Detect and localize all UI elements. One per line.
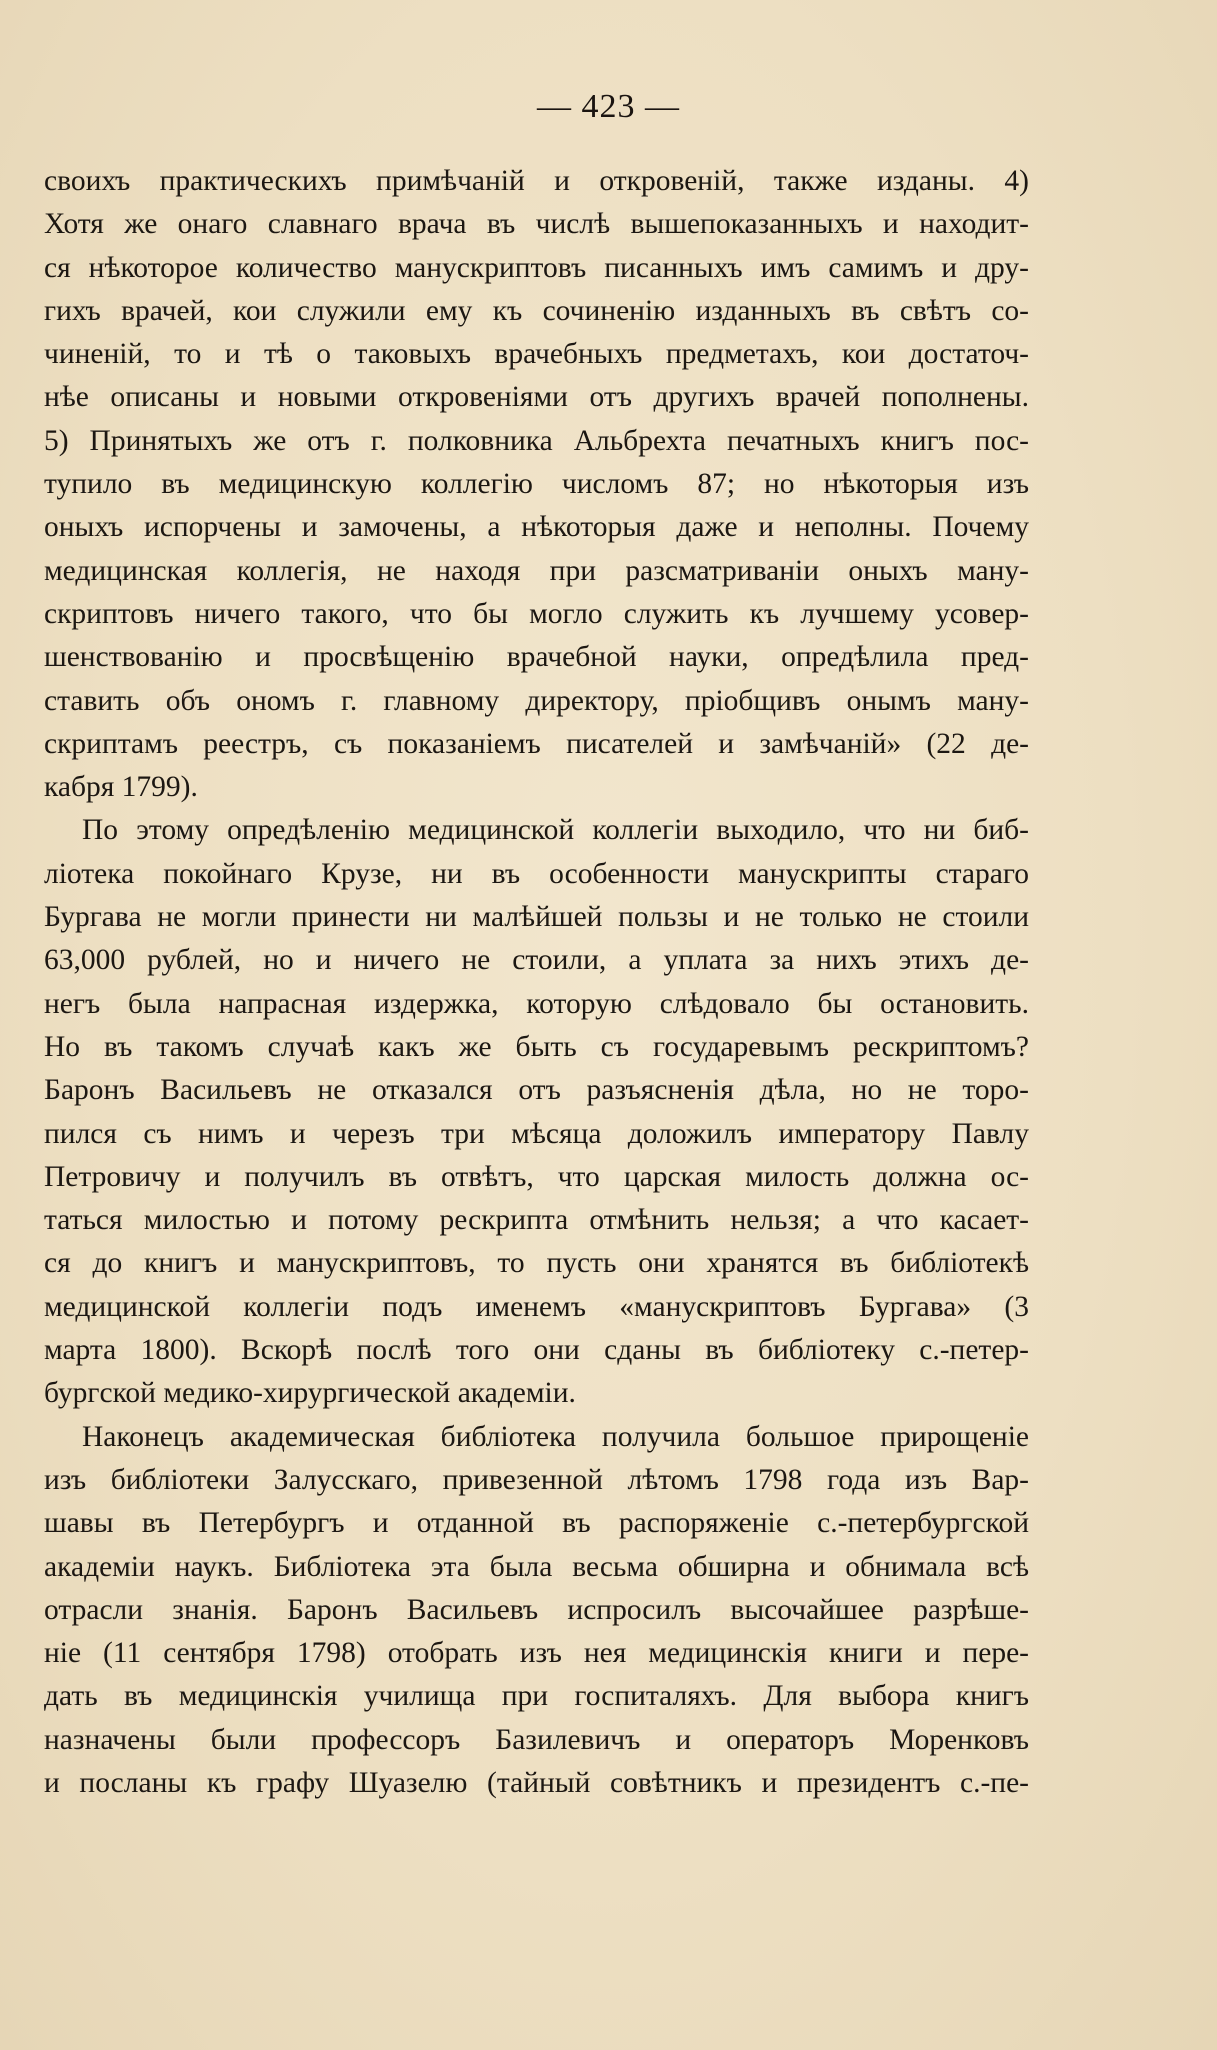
text-line: 5) Принятыхъ же отъ г. полковника Альбрехта печатныхъ книгъ пос- <box>44 424 1029 457</box>
body-text <box>44 160 1029 1805</box>
text-line: оныхъ испорчены и замочены, а нѣкоторыя даже и неполны. Почему <box>44 511 1029 544</box>
text-line: 63,000 рублей, но и ничего не стоили, а уплата за нихъ этихъ де- <box>44 944 1029 977</box>
text-line: медицинская коллегія, не находя при разсматриваніи оныхъ ману- <box>44 554 1029 587</box>
text-line: нѣе описаны и новыми откровеніями отъ другихъ врачей пополнены. <box>44 381 1029 414</box>
text-line: бургской медико-хирургической академіи. <box>44 1377 576 1410</box>
text-line: негъ была напрасная издержка, которую слѣдовало бы остановить. <box>44 987 1029 1020</box>
text-line: шенствованію и просвѣщенію врачебной науки, опредѣлила пред- <box>44 641 1029 674</box>
text-line: отрасли знанія. Баронъ Васильевъ испросилъ высочайшее разрѣше- <box>44 1593 1029 1626</box>
text-line: назначены были профессоръ Базилевичъ и операторъ Моренковъ <box>44 1723 1029 1756</box>
text-line: Хотя же онаго славнаго врача въ числѣ вышепоказанныхъ и находит- <box>44 208 1029 241</box>
text-line: и посланы къ графу Шуазелю (тайный совѣтникъ и президентъ с.-пе- <box>44 1766 1029 1799</box>
text-line: изъ библіотеки Залусскаго, привезенной лѣтомъ 1798 года изъ Вар- <box>44 1463 1029 1496</box>
text-line: Петровичу и получилъ въ отвѣтъ, что царская милость должна ос- <box>44 1160 1029 1193</box>
page-number: — 423 — <box>537 88 680 125</box>
text-line: По этому опредѣленію медицинской коллегіи выходило, что ни биб- <box>82 814 1029 847</box>
text-line: своихъ практическихъ примѣчаній и откровеній, также изданы. 4) <box>44 165 1029 197</box>
text-line: академіи наукъ. Библіотека эта была весьма обширна и обнимала всѣ <box>44 1550 1029 1583</box>
text-line: Но въ такомъ случаѣ какъ же быть съ государевымъ рескриптомъ? <box>44 1030 1029 1063</box>
text-line: Наконецъ академическая библіотека получила большое прирощеніе <box>82 1420 1029 1453</box>
text-line: марта 1800). Вскорѣ послѣ того они сданы въ библіотеку с.-петер- <box>44 1334 1029 1367</box>
text-line: пился съ нимъ и черезъ три мѣсяца доложилъ императору Павлу <box>44 1117 1029 1150</box>
text-line: шавы въ Петербургъ и отданной въ распоряженіе с.-петербургской <box>44 1507 1029 1540</box>
text-line: дать въ медицинскія училища при госпиталяхъ. Для выбора книгъ <box>44 1680 1029 1713</box>
text-line: ліотека покойнаго Крузе, ни въ особенности манускрипты стараго <box>44 857 1029 890</box>
text-line: таться милостью и потому рескрипта отмѣнить нельзя; а что касает- <box>44 1204 1029 1237</box>
text-line: гихъ врачей, кои служили ему къ сочиненію изданныхъ въ свѣтъ со- <box>44 294 1029 327</box>
text-line: Баронъ Васильевъ не отказался отъ разъясненія дѣла, но не торо- <box>44 1074 1029 1107</box>
text-line: ніе (11 сентября 1798) отобрать изъ нея медицинскія книги и пере- <box>44 1637 1029 1670</box>
text-line: чиненій, то и тѣ о таковыхъ врачебныхъ предметахъ, кои достаточ- <box>44 338 1029 371</box>
text-line: тупило въ медицинскую коллегію числомъ 87; но нѣкоторыя изъ <box>44 468 1029 501</box>
text-line: ставить объ ономъ г. главному директору, пріобщивъ онымъ ману- <box>44 684 1029 717</box>
text-line: ся до книгъ и манускриптовъ, то пусть они хранятся въ библіотекѣ <box>44 1247 1029 1280</box>
text-line: Бургава не могли принести ни малѣйшей пользы и не только не стоили <box>44 901 1029 934</box>
text-line: скриптамъ реестръ, съ показаніемъ писателей и замѣчаній» (22 де- <box>44 727 1029 760</box>
text-line: скриптовъ ничего такого, что бы могло служить къ лучшему усовер- <box>44 597 1029 630</box>
text-line: ся нѣкоторое количество манускриптовъ писанныхъ имъ самимъ и дру- <box>44 251 1029 284</box>
text-line: медицинской коллегіи подъ именемъ «манускриптовъ Бургава» (3 <box>44 1290 1029 1323</box>
text-line: кабря 1799). <box>44 771 198 804</box>
